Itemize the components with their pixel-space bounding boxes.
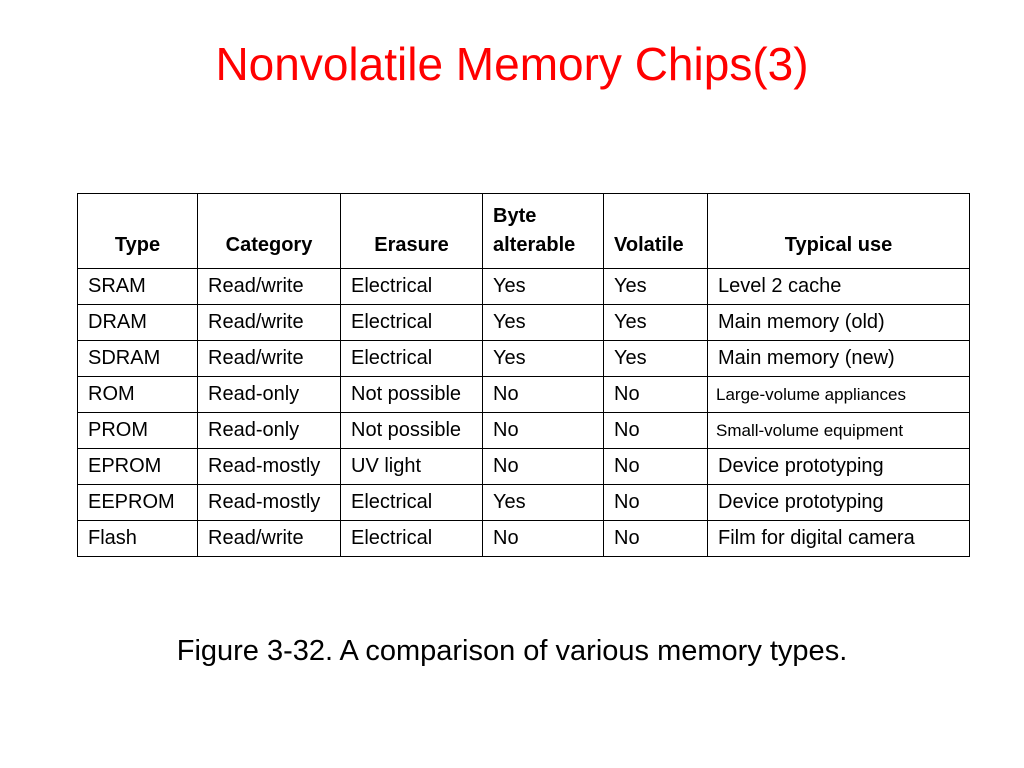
cell-byte-alterable: No (483, 521, 604, 557)
cell-type: Flash (78, 521, 198, 557)
figure-caption: Figure 3-32. A comparison of various memory types. (176, 635, 848, 667)
cell-category: Read/write (198, 341, 341, 377)
cell-volatile: No (604, 449, 708, 485)
cell-volatile: No (604, 485, 708, 521)
cell-typical-use: Small-volume equipment (708, 413, 970, 449)
cell-byte-alterable: No (483, 377, 604, 413)
table-header-row (78, 194, 970, 269)
cell-volatile: No (604, 413, 708, 449)
cell-category: Read/write (198, 269, 341, 305)
header-byte-alterable (483, 194, 604, 269)
cell-category: Read/write (198, 521, 341, 557)
cell-byte-alterable: Yes (483, 341, 604, 377)
cell-type: EEPROM (78, 485, 198, 521)
cell-type: DRAM (78, 305, 198, 341)
cell-type: PROM (78, 413, 198, 449)
cell-erasure: Not possible (341, 377, 483, 413)
cell-erasure: Electrical (341, 485, 483, 521)
cell-category: Read-only (198, 377, 341, 413)
cell-erasure: Electrical (341, 305, 483, 341)
header-byte-alterable-line1: Byte (493, 205, 537, 227)
header-typical-use: Typical use (708, 194, 970, 269)
cell-volatile: Yes (604, 305, 708, 341)
table-row (78, 485, 970, 521)
header-erasure: Erasure (341, 194, 483, 269)
cell-typical-use: Device prototyping (708, 485, 970, 521)
cell-typical-use: Main memory (old) (708, 305, 970, 341)
cell-erasure: Not possible (341, 413, 483, 449)
cell-typical-use: Device prototyping (708, 449, 970, 485)
cell-typical-use: Large-volume appliances (708, 377, 970, 413)
cell-type: EPROM (78, 449, 198, 485)
table-row (78, 521, 970, 557)
table-row (78, 305, 970, 341)
cell-type: SDRAM (78, 341, 198, 377)
cell-type: ROM (78, 377, 198, 413)
header-volatile: Volatile (604, 194, 708, 269)
cell-typical-use: Main memory (new) (708, 341, 970, 377)
cell-byte-alterable: No (483, 413, 604, 449)
header-type: Type (78, 194, 198, 269)
cell-category: Read/write (198, 305, 341, 341)
table-row (78, 449, 970, 485)
cell-volatile: Yes (604, 341, 708, 377)
cell-erasure: Electrical (341, 269, 483, 305)
cell-byte-alterable: Yes (483, 305, 604, 341)
table-row (78, 341, 970, 377)
slide-title: Nonvolatile Memory Chips(3) (215, 38, 809, 90)
cell-byte-alterable: Yes (483, 485, 604, 521)
cell-byte-alterable: Yes (483, 269, 604, 305)
cell-typical-use: Level 2 cache (708, 269, 970, 305)
header-category: Category (198, 194, 341, 269)
cell-category: Read-mostly (198, 449, 341, 485)
cell-typical-use: Film for digital camera (708, 521, 970, 557)
cell-erasure: Electrical (341, 341, 483, 377)
cell-volatile: No (604, 377, 708, 413)
cell-type: SRAM (78, 269, 198, 305)
table-row (78, 413, 970, 449)
cell-category: Read-mostly (198, 485, 341, 521)
table-row (78, 269, 970, 305)
cell-volatile: Yes (604, 269, 708, 305)
cell-erasure: UV light (341, 449, 483, 485)
memory-comparison-table (77, 193, 970, 557)
table-row (78, 377, 970, 413)
header-byte-alterable-line2: alterable (493, 234, 576, 256)
cell-erasure: Electrical (341, 521, 483, 557)
cell-category: Read-only (198, 413, 341, 449)
cell-byte-alterable: No (483, 449, 604, 485)
cell-volatile: No (604, 521, 708, 557)
